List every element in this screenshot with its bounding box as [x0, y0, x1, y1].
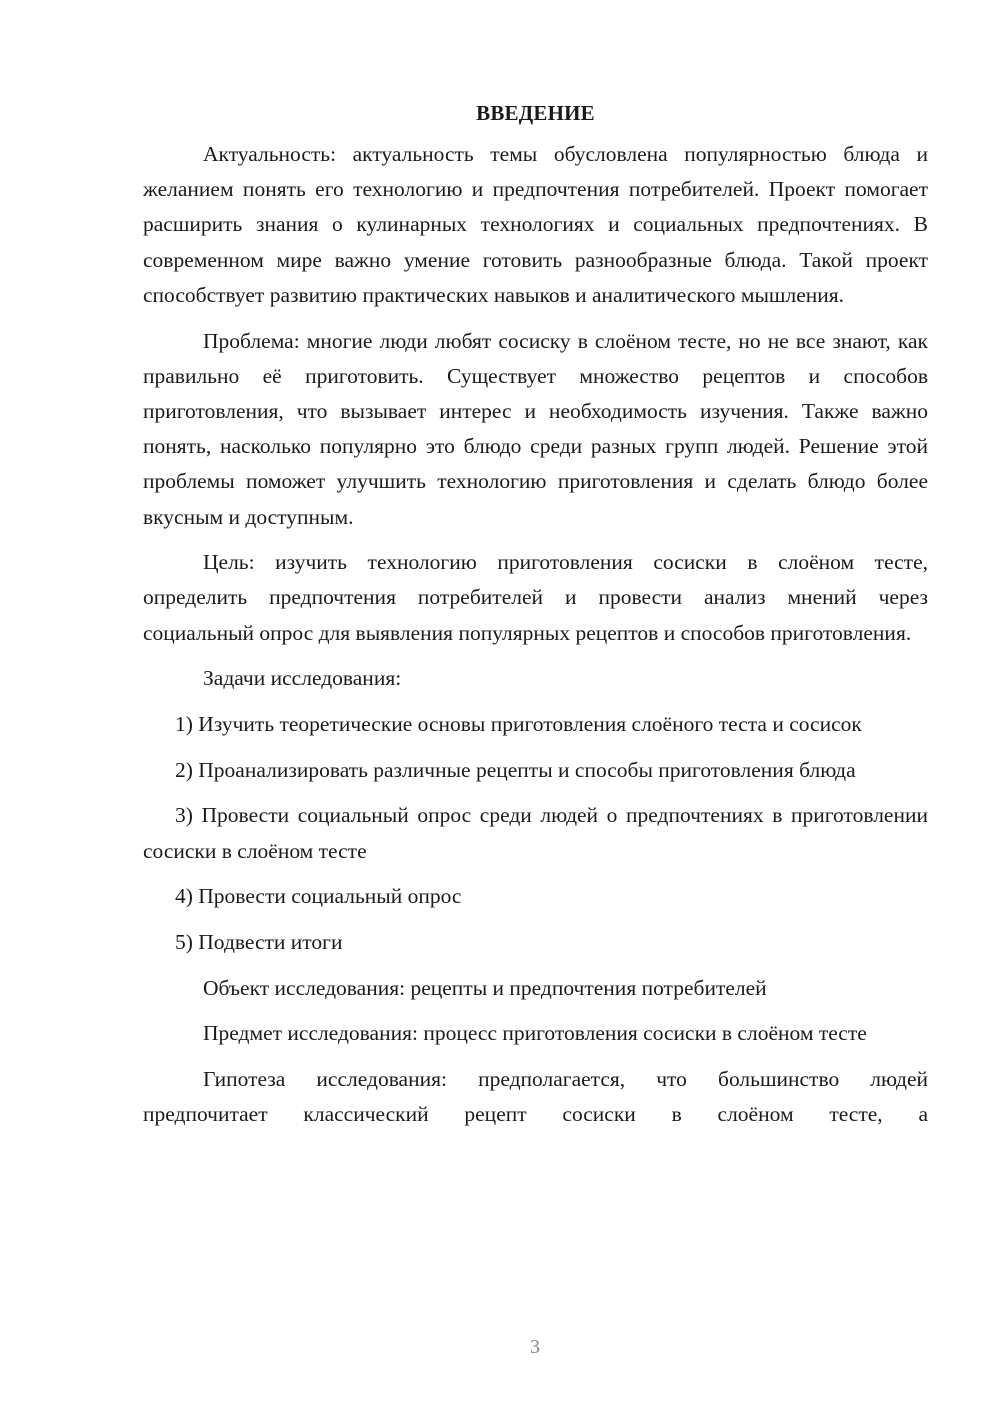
page-content — [143, 96, 928, 1143]
problem-paragraph: Проблема: многие люди любят сосиску в слоёном тесте, но не все знают, как правильно её приготовить. Существует множество рецептов и способов приготовления, что вызывает интерес и необходимость изучения. Также важно понять, насколько популярно это блюдо среди разных групп людей. Решение этой проблемы поможет улучшить технологию приготовления и сделать блюдо более вкусным и доступным. — [143, 328, 928, 529]
task-item-2: 2) Проанализировать различные рецепты и способы приготовления блюда — [175, 757, 856, 782]
relevance-paragraph: Актуальность: актуальность темы обусловлена популярностью блюда и желанием понять его технологию и предпочтения потребителей. Проект помогает расширить знания о кулинарных технологиях и социальных предпочтениях. В современном мире важно умение готовить разнообразные блюда. Такой проект способствует развитию практических навыков и аналитического мышления. — [143, 142, 928, 307]
research-object-paragraph: Объект исследования: рецепты и предпочтения потребителей — [203, 975, 767, 1000]
tasks-heading: Задачи исследования: — [203, 666, 402, 691]
task-item-3: 3) Провести социальный опрос среди людей о предпочтениях в приготовлении сосиски в слоёном тесте — [143, 803, 928, 863]
goal-paragraph: Цель: изучить технологию приготовления сосиски в слоёном тесте, определить предпочтения потребителей и провести анализ мнений через социальный опрос для выявления популярных рецептов и способов приготовления. — [143, 550, 928, 645]
section-title: ВВЕДЕНИЕ — [476, 101, 595, 125]
research-subject-paragraph: Предмет исследования: процесс приготовления сосиски в слоёном тесте — [203, 1021, 867, 1046]
page-number: 3 — [530, 1336, 540, 1358]
task-item-5: 5) Подвести итоги — [175, 930, 343, 955]
task-item-1: 1) Изучить теоретические основы приготовления слоёного теста и сосисок — [175, 712, 862, 737]
hypothesis-paragraph: Гипотеза исследования: предполагается, что большинство людей предпочитает классический рецепт сосиски в слоёном тесте, а — [143, 1067, 928, 1127]
task-item-4: 4) Провести социальный опрос — [175, 884, 462, 909]
